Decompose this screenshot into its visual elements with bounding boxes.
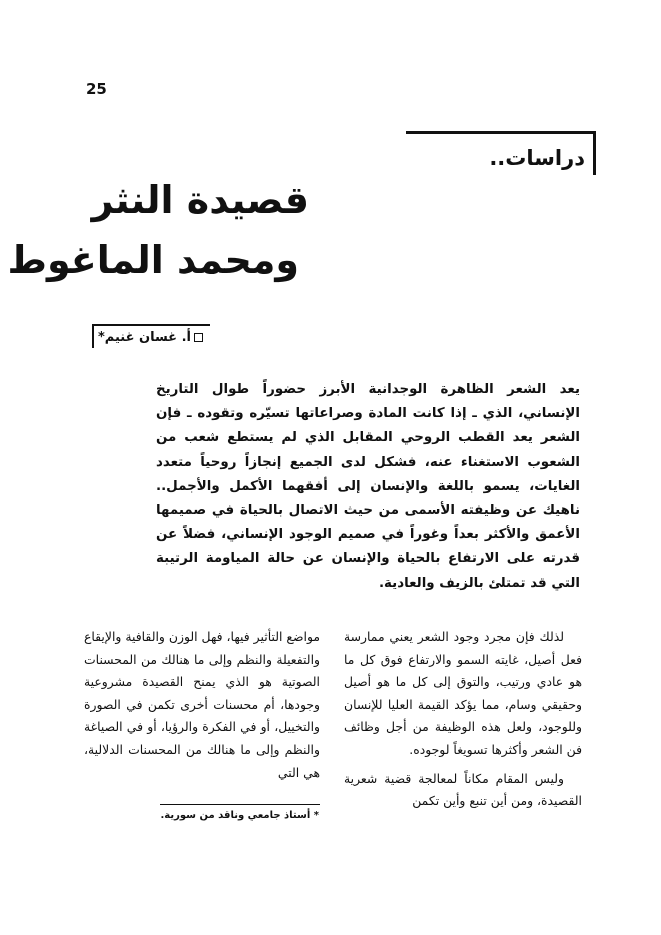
footnote-divider [160,804,320,805]
author-name: أ. غسان غنيم* [97,330,191,345]
article-title-line-1: قصيدة النثر [91,178,309,222]
body-column-left [84,626,320,784]
abstract-paragraph: يعد الشعر الظاهرة الوجدانية الأبرز حضوراً طوال التاريخ الإنساني، الذي ـ إذا كانت المادة وصراعاتها تسيّره وتقوده ـ فإن الشعر يعد القطب الروحي المقابل الذي لم يستطع شعب من الشعوب الاستغناء عنه، فشكل لدى الجميع إنجازاً روحياً متعدد الغايات، يسمو باللغة والإنسان إلى أفقهما الأكمل والأجمل.. ناهيك عن وظيفته الأسمى من حيث الاتصال بالحياة في صميمها الأعمق والأكثر بعداً وغوراً في صميم الوجود الإنساني، فضلاً عن قدرته على الارتفاع بالحياة والإنسان عن حالة المياومة الرتيبة التي قد تمتلئ بالزيف والعادية. [156,382,580,591]
body-paragraph: لذلك فإن مجرد وجود الشعر يعني ممارسة فعل أصيل، غايته السمو والارتفاع فوق كل ما هو عادي ورتيب، والتوق إلى كل ما هو أصيل وحقيقي وسام، مما يؤكد القيمة العليا للإنسان وللوجود، ولعل هذه الوظيفة من أجل وظائف فن الشعر وأكثرها تسويغاً لوجوده. [344,629,582,757]
body-column-right [344,626,582,813]
page-number: 25 [86,80,107,98]
section-label: دراسات.. [489,146,585,170]
body-paragraph: وليس المقام مكاناً لمعالجة قضية شعرية القصيدة، ومن أين تنبع وأين تكمن [344,770,582,809]
article-title-line-2: ومحمد الماغوط [7,238,299,282]
square-bullet-icon [194,333,203,342]
footnote: * أستاذ جامعي وناقد من سورية. [160,810,319,821]
author-byline [98,330,203,345]
body-paragraph: مواضع التأثير فيها، فهل الوزن والقافية والإيقاع والتفعيلة والنظم وإلى ما هنالك من المحسنات الصوتية هو الذي يمنح القصيدة مشروعية وجودها، أم محسنات أخرى تكمن في الصورة والتخييل، أو في الفكرة والرؤيا، أو في الصياغة والنظم وإلى ما هنالك من المحسنات الدلالية، هي التي [84,629,320,780]
